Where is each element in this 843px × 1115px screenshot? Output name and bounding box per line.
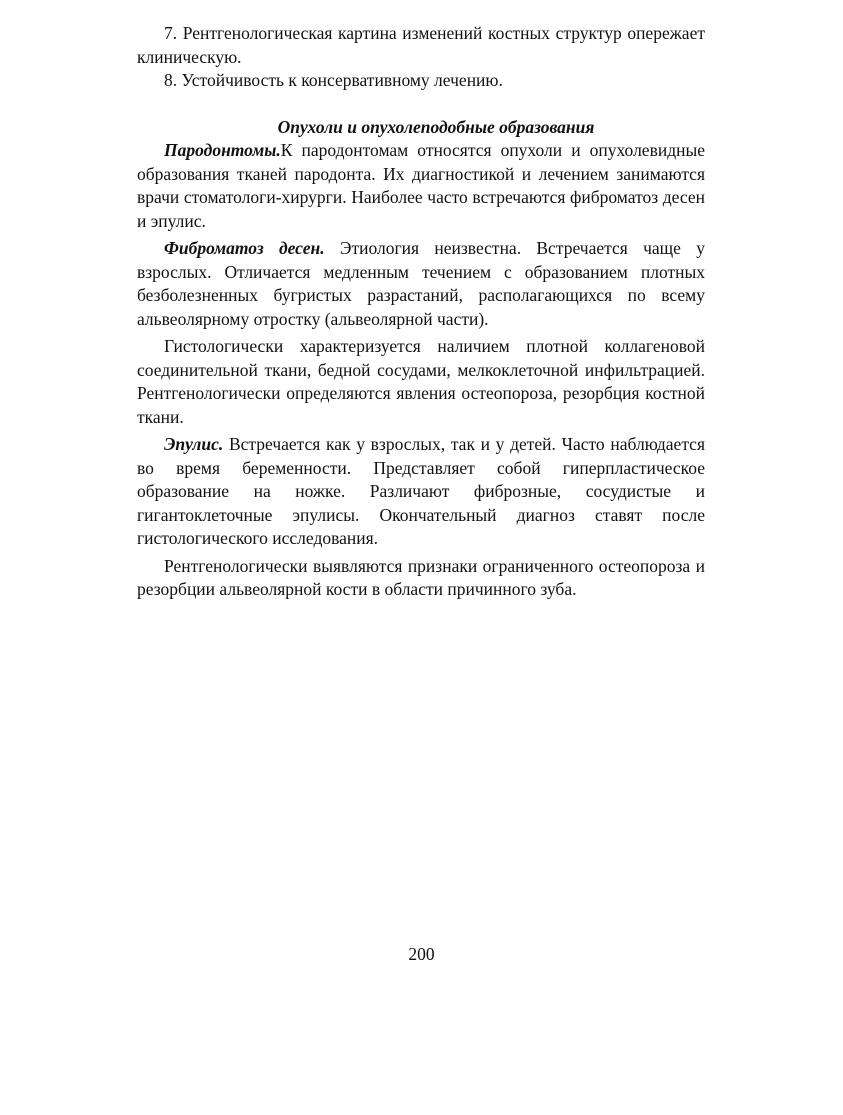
term-epulis: Эпулис.: [164, 434, 224, 454]
page-number: 200: [408, 944, 435, 964]
term-parodontomy: Пародонтомы.: [164, 140, 281, 160]
page-body: [137, 22, 705, 602]
paragraph-epulis: [137, 433, 705, 551]
paragraph-fibromatosis: [137, 237, 705, 331]
paragraph-text: Встречается как у взрослых, так и у детей. Часто наблюдается во время беременности. Представляет собой гиперпластическое образование на ножке. Различают фиброзные, сосудистые и гигантоклеточные эпулисы. Окончательный диагноз ставят после гистологического исследования.: [137, 434, 705, 548]
paragraph-text: Этиология неизвестна. Встречается чаще у взрослых. Отличается медленным течением с образованием плотных безболезненных бугристых разрастаний, располагающихся по всему альвеолярному отростку (альвеолярной части).: [137, 238, 705, 329]
spacer: [137, 93, 705, 116]
paragraph-parodontomy: [137, 139, 705, 233]
paragraph-text: К пародонтомам относятся опухоли и опухолевидные образования тканей пародонта. Их диагностикой и лечением занимаются врачи стоматологи-хирурги. Наиболее часто встречаются фиброматоз десен и эпулис.: [137, 140, 705, 231]
list-item-7: 7. Рентгенологическая картина изменений костных структур опережает клиническую.: [137, 23, 705, 67]
section-heading: Опухоли и опухолеподобные образования: [277, 116, 595, 137]
term-fibromatosis: Фиброматоз десен.: [164, 238, 325, 258]
list-item-8: 8. Устойчивость к консервативному лечению.: [164, 70, 503, 90]
paragraph-xray: Рентгенологически выявляются признаки ограниченного остеопороза и резорбции альвеолярной кости в области причинного зуба.: [137, 555, 705, 599]
paragraph-histology: Гистологически характеризуется наличием плотной коллагеновой соединительной ткани, бедной сосудами, мелкоклеточной инфильтрацией. Рентгенологически определяются явления остеопороза, резорбция костной ткани.: [137, 336, 705, 427]
